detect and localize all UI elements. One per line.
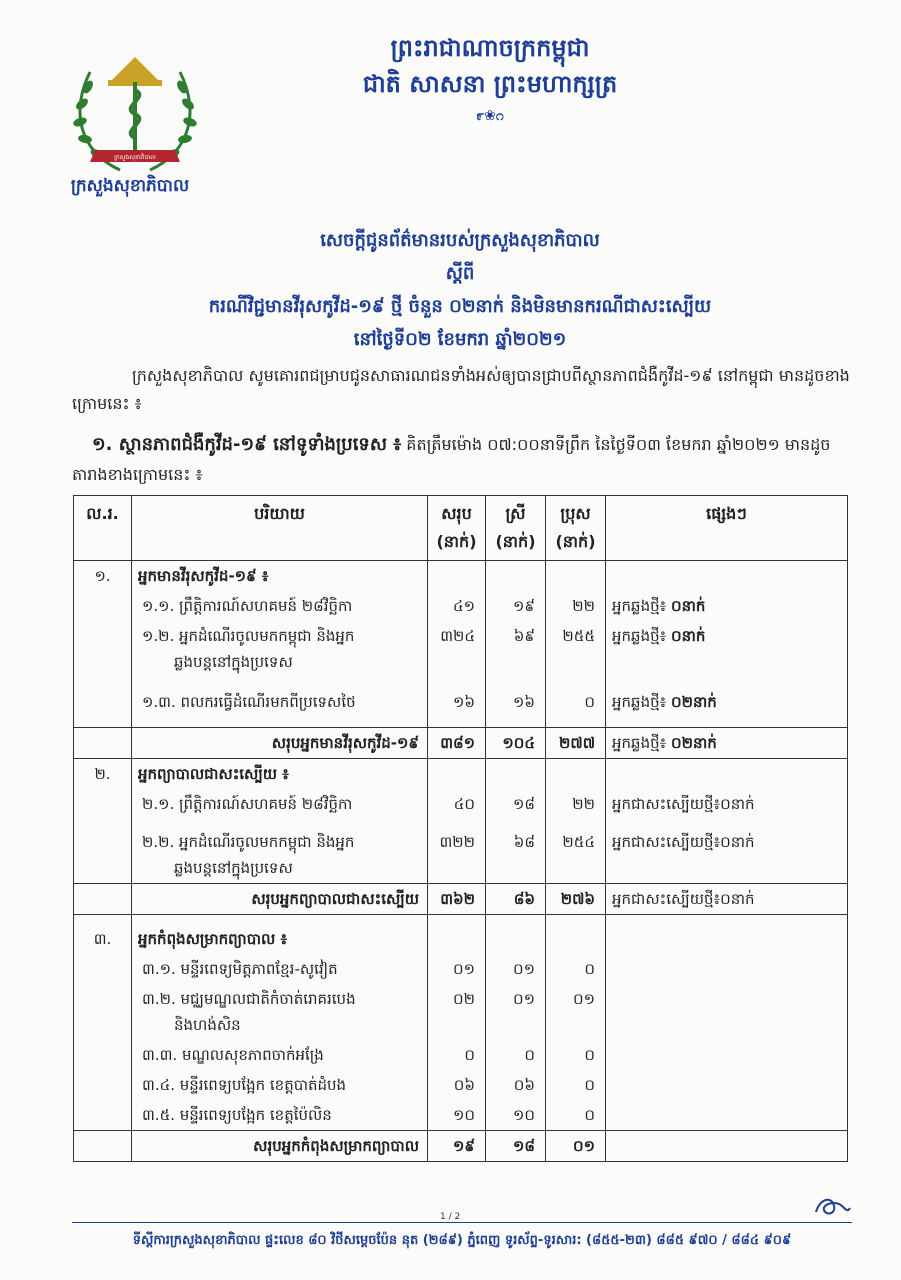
cell-desc: ៣.៥. មន្ទីរពេទ្យបង្អែក ខេត្តប៉ៃលិន [132, 1100, 428, 1131]
cell-group-title: អ្នកកំពុងសម្រាកព្យាបាល ៖ [132, 924, 428, 954]
cell-no: ១. [74, 561, 132, 592]
ministry-logo-icon [60, 52, 210, 177]
cell-total: ៤០ [428, 789, 486, 819]
cell-male: ០ [546, 954, 606, 984]
cell-female: ៦៩ [486, 621, 546, 677]
cell-other: អ្នកជាសះស្បើយថ្មី៖០នាក់ [606, 883, 848, 914]
cell-total: ០១ [428, 954, 486, 984]
section-1-text: គិតត្រឹមម៉ោង ០៧:០០នាទីព្រឹក នៃថ្ងៃទី០៣ ខែមករា ឆ្នាំ២០២១ មានដូចតារាងខាងក្រោមនេះ ៖ [72, 435, 831, 484]
cell-total-label: សរុបអ្នកមានវីរុសកូវីដ-១៩ [132, 727, 428, 758]
cell-female: ១៦ [486, 677, 546, 717]
cell-male: ០ [546, 1070, 606, 1100]
cell-desc: ១.១. ព្រឹត្តិការណ៍សហគមន៍ ២៨វិច្ឆិកា [132, 591, 428, 621]
footer-address: ទីស្តីការក្រសួងសុខាភិបាល ផ្ទះលេខ ៨០ វិថីសម្តេចប៉ែន នុត (២៨៩) ភ្នំពេញ ទូរស័ព្ទ-ទូរសារ: (៨៥៥-២៣) ៨៨៥ ៩៧០ / ៨៨៤ ៩០៩ [132, 1233, 792, 1248]
table-row [74, 758, 848, 789]
cell-no: ៣. [74, 924, 132, 954]
cell-desc: ៣.២. មជ្ឈមណ្ឌលជាតិកំចាត់រោគរបេង និងហង់សិន [132, 984, 428, 1040]
cell-total: ៤១ [428, 591, 486, 621]
cell-male: ០១ [546, 984, 606, 1040]
cell-total: ៣២២ [428, 819, 486, 884]
header-kingdom-block [300, 30, 680, 124]
col-header-male: ប្រុស (នាក់) [546, 496, 606, 561]
title-line-4: នៅថ្ងៃទី០២ ខែមករា ឆ្នាំ២០២១ [353, 329, 567, 350]
cell-male: ០ [546, 1040, 606, 1070]
cell-desc: ១.២. អ្នកដំណើរចូលមកកម្ពុជា និងអ្នក ឆ្លងបន្តនៅក្នុងប្រទេស [132, 621, 428, 677]
table-row [74, 954, 848, 984]
footer-divider [72, 1222, 852, 1223]
cell-other: អ្នកឆ្លងថ្មី៖ ០នាក់ [606, 621, 848, 677]
col-header-female: ស្រី (នាក់) [486, 496, 546, 561]
cell-female: ៨៦ [486, 883, 546, 914]
title-line-3: ករណីវិជ្ជមានវីរុសកូវីដ-១៩ ថ្មី ចំនួន ០២នាក់ និងមិនមានករណីជាសះស្បើយ [208, 296, 712, 317]
title-line-1: សេចក្តីជូនព័ត៌មានរបស់ក្រសួងសុខាភិបាល [320, 230, 600, 251]
cell-female: ១០ [486, 1100, 546, 1131]
cell-male: ២៥៥ [546, 621, 606, 677]
cell-female: ០៦ [486, 1070, 546, 1100]
table-row [74, 924, 848, 954]
cell-total: ០ [428, 1040, 486, 1070]
cell-total: ១៦ [428, 677, 486, 717]
cell-other: អ្នកជាសះស្បើយថ្មី៖០នាក់ [606, 819, 848, 884]
cell-total: ១០ [428, 1100, 486, 1131]
cell-female: ០ [486, 1040, 546, 1070]
cell-total-label: សរុបអ្នកព្យាបាលជាសះស្បើយ [132, 883, 428, 914]
table-row [74, 1040, 848, 1070]
cell-female: ១០៤ [486, 727, 546, 758]
table-total-row [74, 1131, 848, 1162]
table-row [74, 677, 848, 717]
cell-desc: ២.១. ព្រឹត្តិការណ៍សហគមន៍ ២៨វិច្ឆិកា [132, 789, 428, 819]
document-title-block [100, 224, 820, 356]
cell-desc: ៣.៣. មណ្ឌលសុខភាពចាក់អង្រែ [132, 1040, 428, 1070]
cell-male: ០១ [546, 1131, 606, 1162]
cell-desc: ៣.៤. មន្ទីរពេទ្យបង្អែក ខេត្តបាត់ដំបង [132, 1070, 428, 1100]
cell-other: អ្នកជាសះស្បើយថ្មី៖០នាក់ [606, 789, 848, 819]
title-line-2: ស្តីពី [445, 263, 475, 284]
section-1-heading: ១. ស្ថានភាពជំងឺកូវីដ-១៩ នៅទូទាំងប្រទេស ៖ [92, 434, 402, 455]
cell-male: ២៧៧ [546, 727, 606, 758]
cell-desc: ៣.១. មន្ទីរពេទ្យមិត្តភាពខ្មែរ-សូវៀត [132, 954, 428, 984]
table-row [74, 984, 848, 1040]
cell-male: ០ [546, 677, 606, 717]
cell-total: ៣៦២ [428, 883, 486, 914]
cell-total: ៣៨១ [428, 727, 486, 758]
table-row [74, 1070, 848, 1100]
cell-total: ១៩ [428, 1131, 486, 1162]
statistics-table-wrap [73, 495, 847, 1162]
table-row [74, 1100, 848, 1131]
table-row [74, 591, 848, 621]
table-row [74, 561, 848, 592]
cell-group-title: អ្នកព្យាបាលជាសះស្បើយ ៖ [132, 758, 428, 789]
col-header-total: សរុប (នាក់) [428, 496, 486, 561]
cell-desc: ១.៣. ពលករធ្វើដំណើរមកពីប្រទេសថៃ [132, 677, 428, 717]
cell-total: ០២ [428, 984, 486, 1040]
cell-male: ២២ [546, 789, 606, 819]
cell-female: ១៨ [486, 789, 546, 819]
table-row [74, 789, 848, 819]
cell-other: អ្នកឆ្លងថ្មី៖ ០២នាក់ [606, 677, 848, 717]
table-row [74, 621, 848, 677]
cell-male: ២២ [546, 591, 606, 621]
table-total-row [74, 883, 848, 914]
statistics-table [73, 495, 848, 1162]
table-row [74, 819, 848, 884]
cell-male: ២៧៦ [546, 883, 606, 914]
cell-female: ០១ [486, 984, 546, 1040]
ornament: ೯❀೧ [476, 108, 504, 124]
cell-total: ៣២៤ [428, 621, 486, 677]
kingdom-name: ព្រះរាជាណាចក្រកម្ពុជា [390, 34, 590, 62]
cell-female: ០១ [486, 954, 546, 984]
cell-other: អ្នកឆ្លងថ្មី៖ ០២នាក់ [606, 727, 848, 758]
ministry-name: ក្រសួងសុខាភិបាល [70, 176, 190, 196]
cell-female: ៦៨ [486, 819, 546, 884]
cell-group-title: អ្នកមានវីរុសកូវីដ-១៩ ៖ [132, 561, 428, 592]
table-header-row [74, 496, 848, 561]
cell-male: ២៥៤ [546, 819, 606, 884]
signature-icon [812, 1192, 852, 1220]
table-total-row [74, 727, 848, 758]
cell-female: ១៨ [486, 1131, 546, 1162]
col-header-other: ផ្សេងៗ [606, 496, 848, 561]
col-header-no: ល.រ. [74, 496, 132, 561]
cell-male: ០ [546, 1100, 606, 1131]
col-header-desc: បរិយាយ [132, 496, 428, 561]
cell-female: ១៩ [486, 591, 546, 621]
cell-no: ២. [74, 758, 132, 789]
cell-total: ០៦ [428, 1070, 486, 1100]
national-motto: ជាតិ សាសនា ព្រះមហាក្សត្រ [362, 70, 618, 98]
cell-other: អ្នកឆ្លងថ្មី៖ ០នាក់ [606, 591, 848, 621]
logo-banner-text: ក្រសួងសុខាភិបាល [114, 154, 156, 161]
intro-paragraph: ក្រសួងសុខាភិបាល សូមគោរពជម្រាបជូនសាធារណជនទាំងអស់ឲ្យបានជ្រាបពីស្ថានភាពជំងឺកូវីដ-១៩ នៅកម្ពុជា មានដូចខាងក្រោមនេះ ៖ [72, 366, 850, 413]
cell-desc: ២.២. អ្នកដំណើរចូលមកកម្ពុជា និងអ្នក ឆ្លងបន្តនៅក្នុងប្រទេស [132, 819, 428, 884]
cell-total-label: សរុបអ្នកកំពុងសម្រាកព្យាបាល [132, 1131, 428, 1162]
section-1-paragraph [72, 430, 852, 490]
page-number: 1 / 2 [440, 1212, 461, 1222]
